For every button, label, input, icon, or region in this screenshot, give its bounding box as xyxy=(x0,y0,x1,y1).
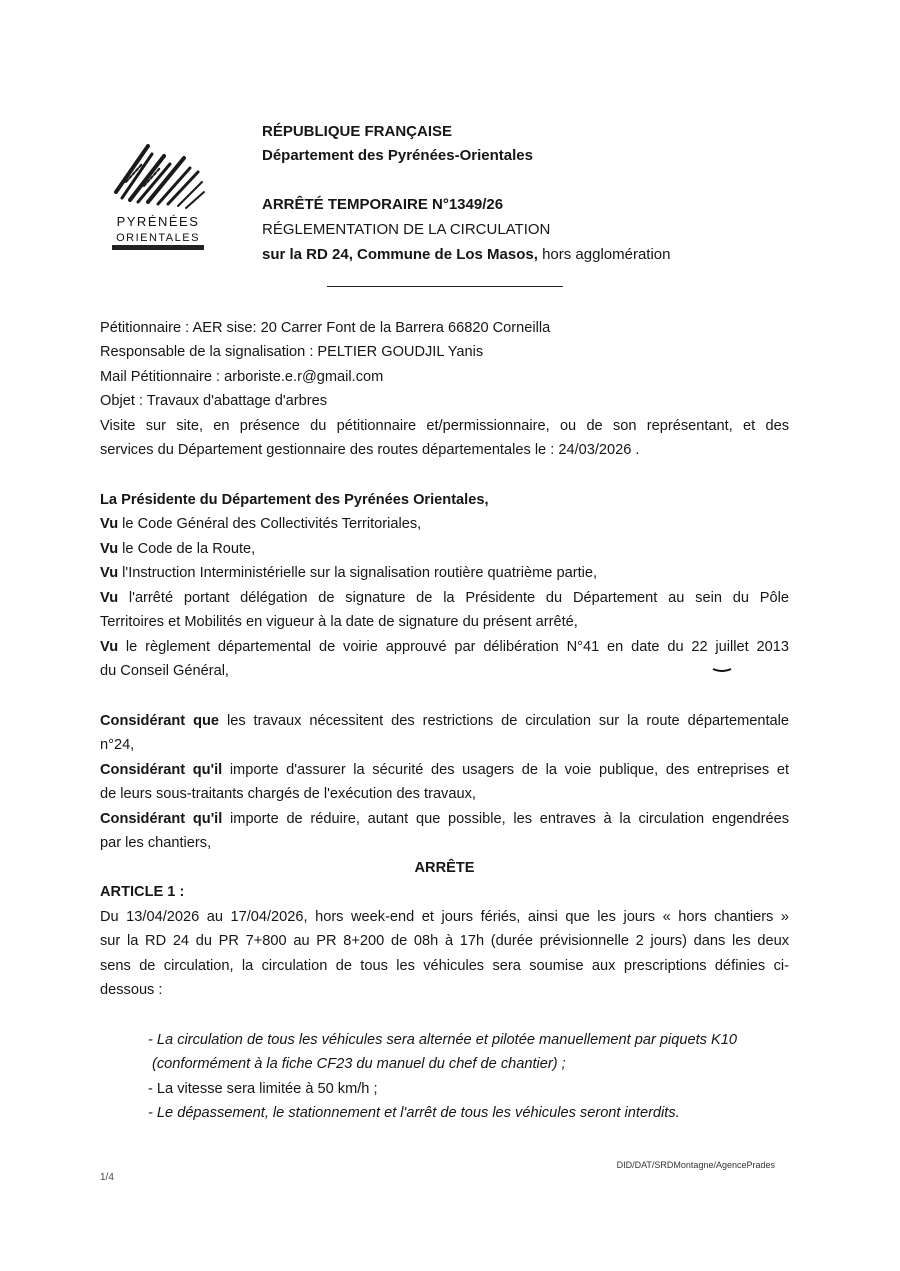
considerant-line-2b: de leurs sous-traitants chargés de l'exécution des travaux, xyxy=(100,786,476,802)
considerant-line-1a xyxy=(100,712,789,731)
petitioner-line: Pétitionnaire : AER sise: 20 Carrer Font de la Barrera 66820 Corneilla xyxy=(100,320,551,336)
considerant-text-1a: les travaux nécessitent des restrictions de circulation sur la route départementale xyxy=(219,713,790,729)
vu-text-4a: l'arrêté portant délégation de signature de la Présidente du Département au sein du Pôle xyxy=(118,590,789,606)
vu-line-2 xyxy=(100,540,789,559)
article-1-title: ARTICLE 1 : xyxy=(100,884,185,900)
bullet-2: - La vitesse sera limitée à 50 km/h ; xyxy=(148,1081,378,1097)
considerant-line-3a xyxy=(100,810,789,829)
article-1-line-1: Du 13/04/2026 au 17/04/2026, hors week-end et jours fériés, ainsi que les jours « hors chantiers » xyxy=(100,909,789,925)
footer-reference: DID/DAT/SRDMontagne/AgencePrades xyxy=(616,1160,775,1170)
considerant-line-3b: par les chantiers, xyxy=(100,835,212,851)
email-line: Mail Pétitionnaire : arboriste.e.r@gmail.com xyxy=(100,369,384,385)
vu-text-2: le Code de la Route, xyxy=(118,541,256,557)
article-1-line-2: sur la RD 24 du PR 7+800 au PR 8+200 de 08h à 17h (durée prévisionnelle 2 jours) dans les deux xyxy=(100,933,789,949)
logo-line2: ORIENTALES xyxy=(116,232,200,244)
vu-line-4a xyxy=(100,589,789,608)
considerant-line-2a xyxy=(100,761,789,780)
location-bold: sur la RD 24, Commune de Los Masos, xyxy=(262,246,538,263)
visit-line-1: Visite sur site, en présence du pétitionnaire et/permissionnaire, ou de son représentant, et des xyxy=(100,418,789,434)
vu-text-5a: le règlement départemental de voirie approuvé par délibération N°41 en date du 22 juillet 2013 xyxy=(118,639,789,655)
considerant-text-2a: importe d'assurer la sécurité des usagers de la voie publique, des entreprises et xyxy=(222,762,789,778)
vu-word: Vu xyxy=(100,541,119,557)
vu-word: Vu xyxy=(100,516,119,532)
vu-text-3: l'Instruction Interministérielle sur la signalisation routière quatrième partie, xyxy=(118,565,598,581)
vu-line-1 xyxy=(100,515,789,534)
considerant-text-3a: importe de réduire, autant que possible, les entraves à la circulation engendrées xyxy=(222,811,789,827)
considerant-line-1b: n°24, xyxy=(100,737,135,753)
vu-line-3 xyxy=(100,564,789,583)
pyrenees-orientales-logo-icon xyxy=(108,142,208,256)
signage-manager-line: Responsable de la signalisation : PELTIER GOUDJIL Yanis xyxy=(100,344,484,360)
vu-line-4b: Territoires et Mobilités en vigueur à la date de signature du présent arrêté, xyxy=(100,614,578,630)
logo-line1: PYRÉNÉES xyxy=(116,214,200,229)
regulation-title: RÉGLEMENTATION DE LA CIRCULATION xyxy=(262,221,551,238)
object-line: Objet : Travaux d'abattage d'arbres xyxy=(100,393,328,409)
location-rest: hors agglomération xyxy=(537,246,671,263)
vu-line-5b: du Conseil Général, xyxy=(100,663,229,679)
decree-title: ARRÊTE xyxy=(414,860,475,876)
bullet-3: - Le dépassement, le stationnement et l'arrêt de tous les véhicules seront interdits. xyxy=(148,1105,680,1121)
decree-number: ARRÊTÉ TEMPORAIRE N°1349/26 xyxy=(262,196,504,213)
bullet-1-line-1: - La circulation de tous les véhicules sera alternée et pilotée manuellement par piquets K10 xyxy=(148,1032,737,1048)
bullet-1-line-2: (conformément à la fiche CF23 du manuel du chef de chantier) ; xyxy=(152,1056,566,1072)
republic-title: RÉPUBLIQUE FRANÇAISE xyxy=(262,123,453,140)
president-line: La Présidente du Département des Pyrénées Orientales, xyxy=(100,492,489,508)
vu-word: Vu xyxy=(100,565,119,581)
location-line xyxy=(262,245,670,264)
vu-line-5a xyxy=(100,638,789,657)
vu-word: Vu xyxy=(100,639,119,655)
vu-word: Vu xyxy=(100,590,119,606)
considerant-word: Considérant que xyxy=(100,713,220,729)
article-1-line-3: sens de circulation, la circulation de tous les véhicules sera soumise aux prescriptions définies ci- xyxy=(100,958,789,974)
page-number: 1/4 xyxy=(100,1172,114,1183)
article-1-line-4: dessous : xyxy=(100,982,163,998)
visit-line-2: services du Département gestionnaire des routes départementales le : 24/03/2026 . xyxy=(100,442,640,458)
department-logo xyxy=(108,142,208,256)
considerant-qu-word: Considérant qu'il xyxy=(100,762,223,778)
vu-text-1: le Code Général des Collectivités Territoriales, xyxy=(118,516,422,532)
department-title: Département des Pyrénées-Orientales xyxy=(262,147,533,164)
header-divider xyxy=(327,286,563,287)
considerant-qu-word: Considérant qu'il xyxy=(100,811,223,827)
logo-bar xyxy=(112,245,204,250)
